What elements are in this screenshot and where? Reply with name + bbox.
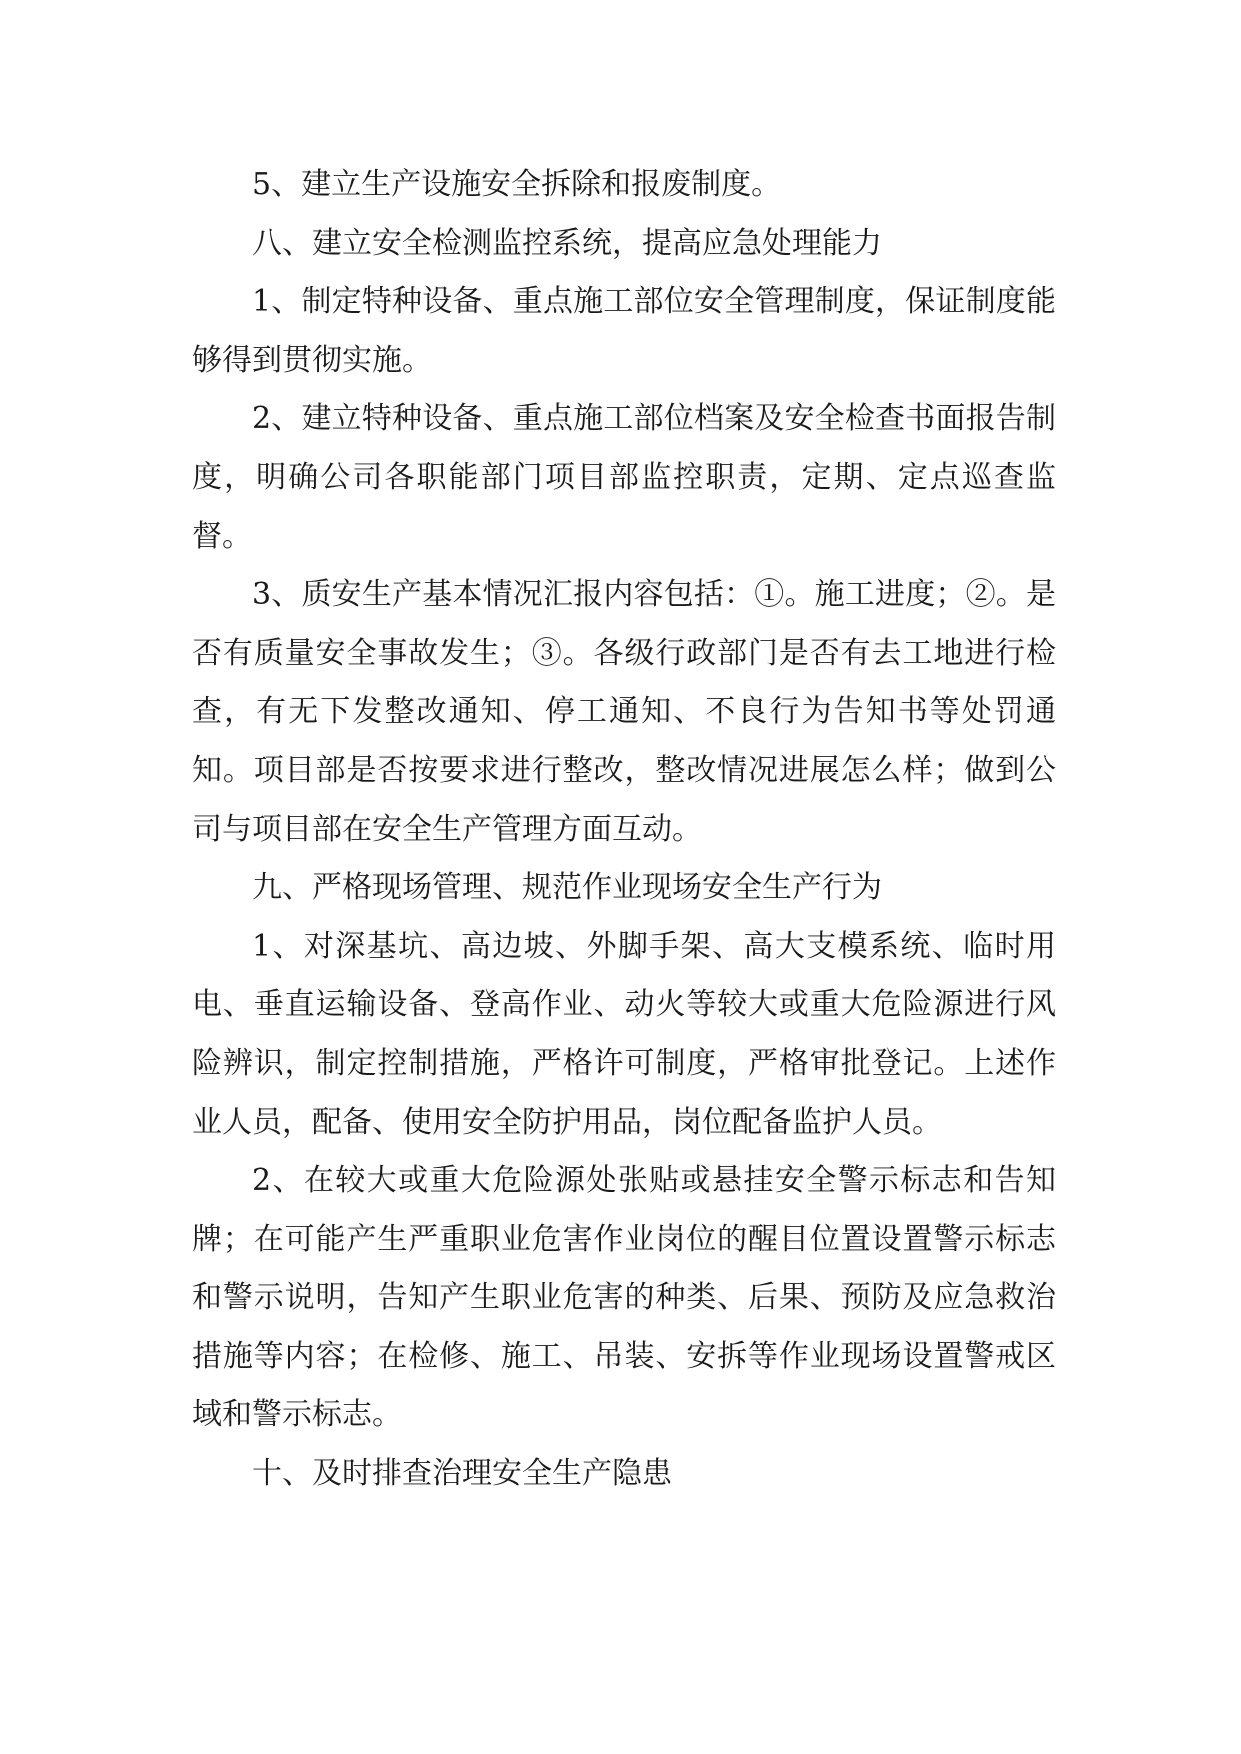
paragraph-item-1-special-equipment: 1、制定特种设备、重点施工部位安全管理制度，保证制度能够得到贯彻实施。 xyxy=(192,284,1056,378)
paragraph-item-2-warning-signs: 2、在较大或重大危险源处张贴或悬挂安全警示标志和告知牌；在可能产生严重职业危害作业岗位的醒目位置设置警示标志和警示说明，告知产生职业危害的种类、后果、预防及应急救治措施等内容；在检修、施工、吊装、安拆等作业现场设置警戒区域和警示标志。 xyxy=(192,1163,1056,1433)
section-heading-9: 九、严格现场管理、规范作业现场安全生产行为 xyxy=(252,870,882,906)
document-body xyxy=(192,156,1056,1504)
section-heading-8: 八、建立安全检测监控系统，提高应急处理能力 xyxy=(252,225,882,261)
paragraph-item-1-hazard-sources: 1、对深基坑、高边坡、外脚手架、高大支模系统、临时用电、垂直运输设备、登高作业、动火等较大或重大危险源进行风险辨识，制定控制措施，严格许可制度，严格审批登记。上述作业人员，配备、使用安全防护用品，岗位配备监护人员。 xyxy=(192,928,1056,1140)
paragraph-item-5-demolition: 5、建立生产设施安全拆除和报废制度。 xyxy=(252,167,782,202)
section-heading-10: 十、及时排查治理安全生产隐患 xyxy=(252,1456,672,1492)
paragraph-item-2-archives: 2、建立特种设备、重点施工部位档案及安全检查书面报告制度，明确公司各职能部门项目部监控职责，定期、定点巡查监督。 xyxy=(192,401,1056,554)
paragraph-item-3-report: 3、质安生产基本情况汇报内容包括：①。施工进度；②。是否有质量安全事故发生；③。各级行政部门是否有去工地进行检查，有无下发整改通知、停工通知、不良行为告知书等处罚通知。项目部是否按要求进行整改，整改情况进展怎么样；做到公司与项目部在安全生产管理方面互动。 xyxy=(192,577,1056,847)
